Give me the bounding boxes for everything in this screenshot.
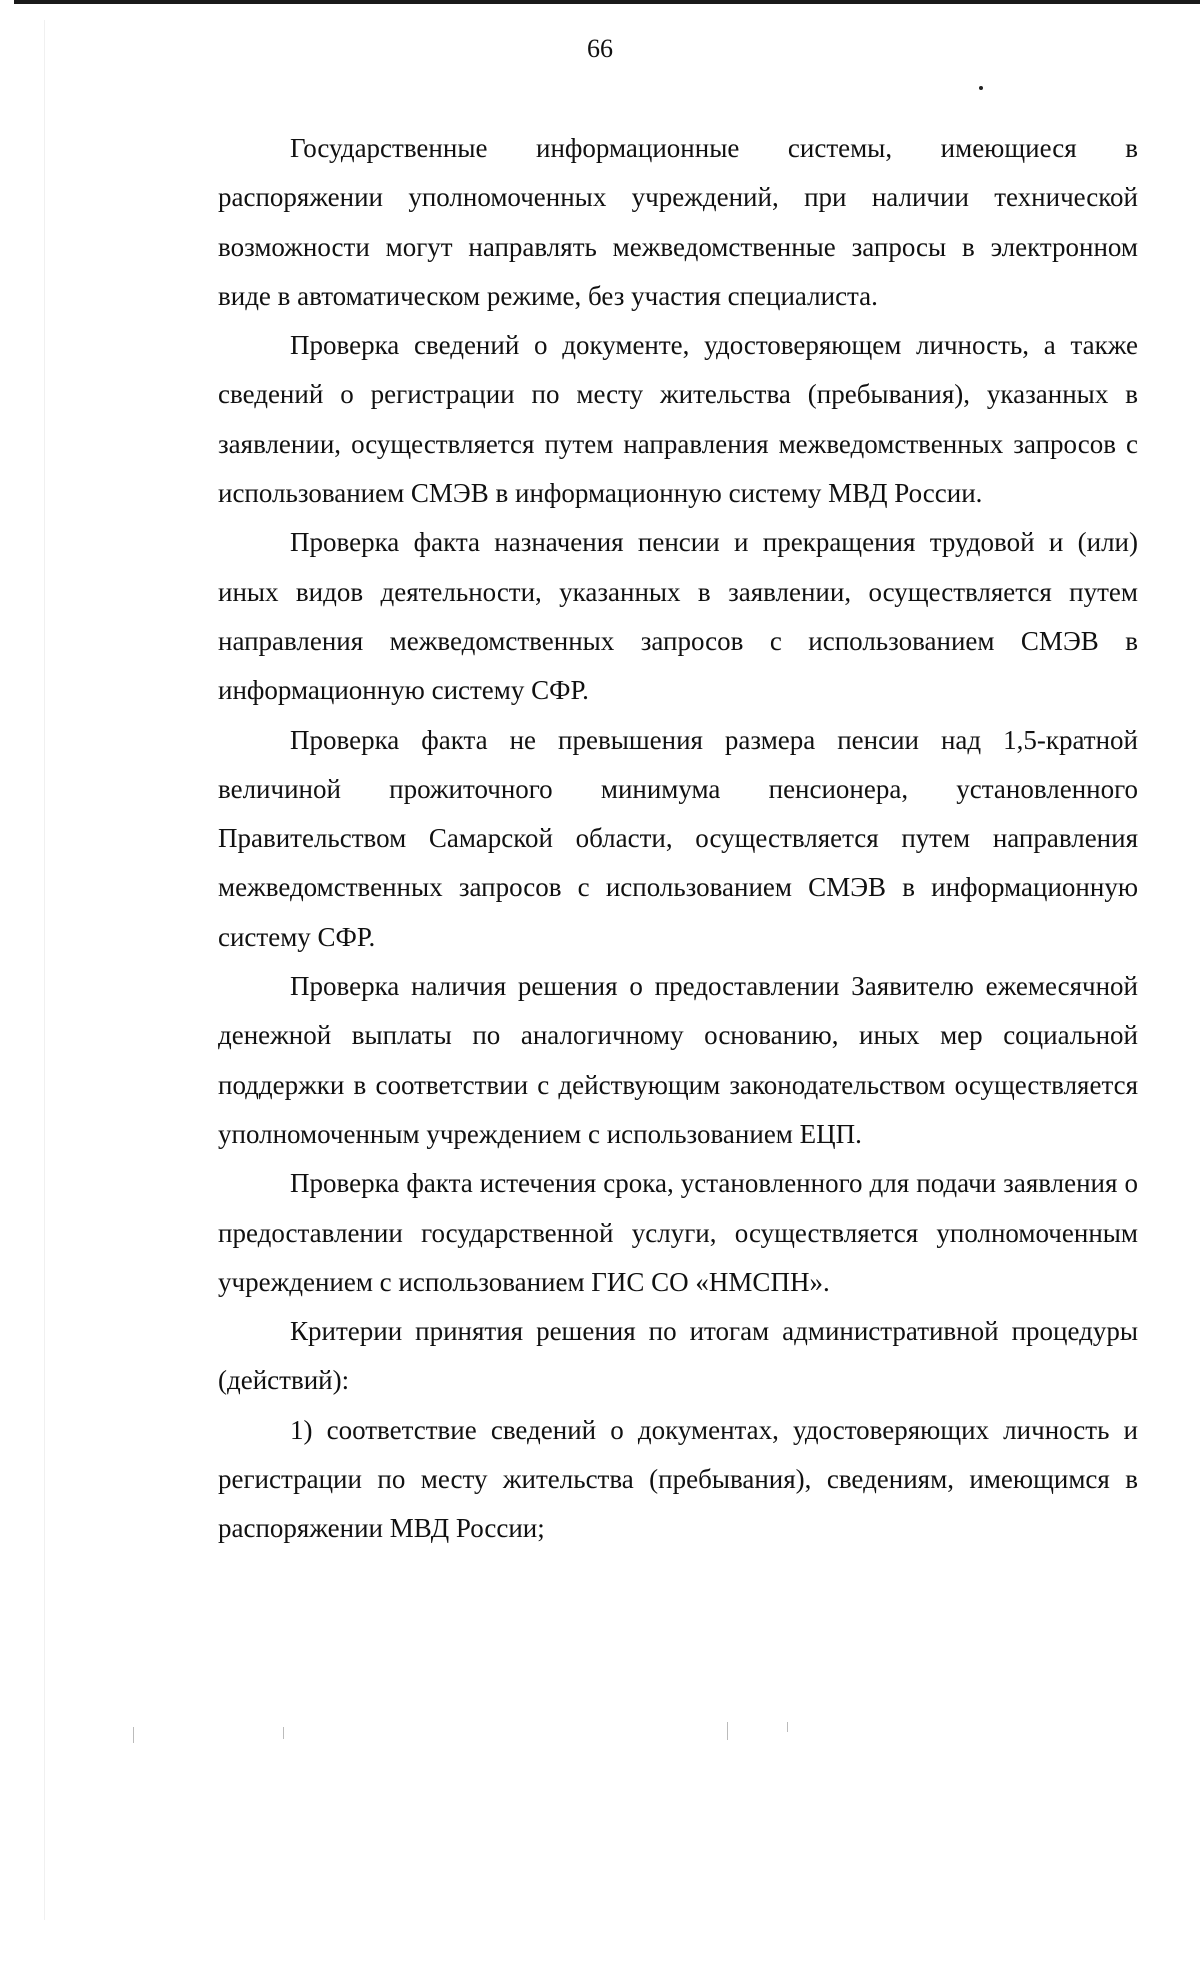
scan-mark: [133, 1727, 134, 1743]
paragraph-existing-payment-check: Проверка наличия решения о предоставлении Заявителю ежемесячной денежной выплаты по аналогичному основанию, иных мер социальной поддержки в соответствии с действующим законодательством осуществляется уполномоченным учреждением с использованием ЕЦП.: [218, 971, 1138, 1149]
scan-edge-line: [44, 20, 45, 1920]
paragraph-criterion-1: 1) соответствие сведений о документах, удостоверяющих личность и регистрации по месту жительства (пребывания), сведениям, имеющимся в распоряжении МВД России;: [218, 1414, 1138, 1544]
scan-mark: [283, 1727, 284, 1739]
scan-speck: [979, 86, 983, 90]
paragraph-pension-amount-check: Проверка факта не превышения размера пенсии над 1,5-кратной величиной прожиточного минимума пенсионера, установленного Правительством Самарской области, осуществляется путем направления межведомственных запросов с использованием СМЭВ в информационную систему СФР.: [218, 724, 1138, 952]
paragraph-pension-check: Проверка факта назначения пенсии и прекращения трудовой и (или) иных видов деятельности, указанных в заявлении, осуществляется путем направления межведомственных запросов с использованием СМЭВ в информационную систему СФР.: [218, 527, 1138, 706]
page-number: 66: [587, 34, 613, 63]
scan-mark: [787, 1722, 788, 1732]
paragraph-state-systems: Государственные информационные системы, имеющиеся в распоряжении уполномоченных учреждений, при наличии технической возможности могут направлять межведомственные запросы в электронном виде в автоматическом режиме, без участия специалиста.: [218, 133, 1138, 311]
page-top-border: [14, 0, 1200, 4]
paragraph-deadline-check: Проверка факта истечения срока, установленного для подачи заявления о предоставлении государственной услуги, осуществляется уполномоченным учреждением с использованием ГИС СО «НМСПН».: [218, 1168, 1138, 1297]
scan-mark: [727, 1722, 728, 1740]
paragraph-identity-check: Проверка сведений о документе, удостоверяющем личность, а также сведений о регистрации по месту жительства (пребывания), указанных в заявлении, осуществляется путем направления межведомственных запросов с использованием СМЭВ в информационную систему МВД России.: [218, 330, 1138, 509]
document-body: [218, 124, 1138, 1554]
paragraph-decision-criteria: Критерии принятия решения по итогам административной процедуры (действий):: [218, 1316, 1138, 1396]
